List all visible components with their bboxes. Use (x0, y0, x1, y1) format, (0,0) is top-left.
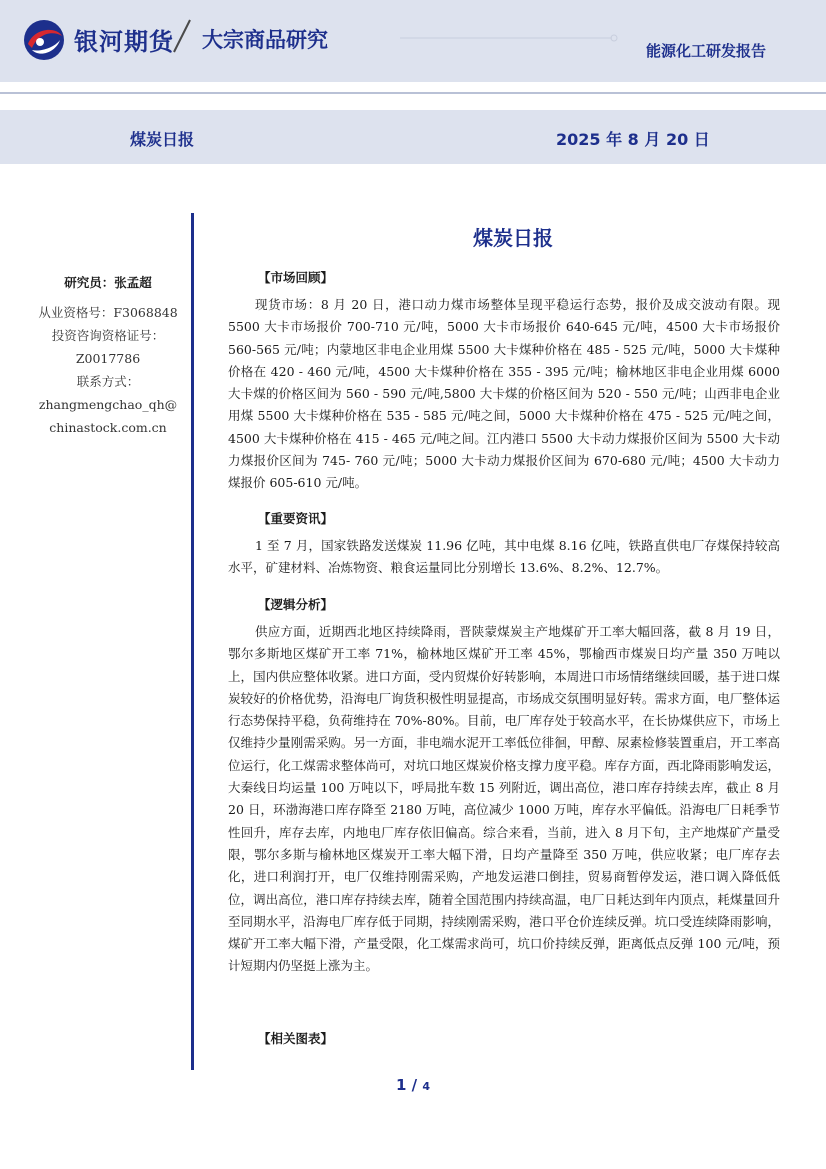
email-line-1[interactable]: zhangmengchao_qh@ (38, 397, 178, 412)
section-heading: 【市场回顾】 (258, 270, 334, 285)
report-title: 煤炭日报 (130, 130, 195, 149)
divider-slash-icon (170, 18, 194, 54)
advisory-number: Z0017786 (75, 351, 141, 366)
researcher-name: 研究员：张孟超 (64, 275, 152, 290)
section-heading: 【重要资讯】 (258, 511, 334, 526)
sidebar-divider (191, 213, 194, 1070)
total-pages: 4 (422, 1080, 431, 1093)
galaxy-logo-icon (22, 18, 66, 62)
section-heading: 【相关图表】 (258, 1031, 334, 1046)
author-sidebar (28, 272, 188, 440)
report-type: 能源化工研发报告 (646, 42, 767, 60)
page-number (0, 1076, 826, 1094)
section-logic-analysis (228, 595, 780, 978)
current-page: 1 (395, 1076, 407, 1094)
section-market-review (228, 268, 780, 495)
contact-label: 联系方式： (76, 374, 140, 389)
brand-name: 银河期货 (74, 28, 174, 56)
section-related-charts (228, 1029, 780, 1047)
section-text: 供应方面，近期西北地区持续降雨，晋陕蒙煤炭主产地煤矿开工率大幅回落，截 8 月 19 日，鄂尔多斯地区煤矿开工率 71%，榆林地区煤矿开工率 45%，鄂榆西市煤炭日均产量 350 万吨以上，国内供应整体收紧。进口方面，受内贸煤价好转影响，本周进口市场情绪继续回暖，基于进口煤炭较好的价格优势，沿海电厂询货积极性明显提高，市场成交氛围明显好转。需求方面，电厂整体运行态势保持平稳，负荷维持在 70%-80%。目前，电厂库存处于较高水平，在长协煤供应下，市场上仅维持少量刚需采购。另一方面，非电端水泥开工率低位徘徊，甲醇、尿素检修装置重启，开工率高位运行，化工煤需求整体尚可，对坑口地区煤炭价格支撑力度平稳。库存方面，西北降雨影响发运，大秦线日均运量 100 万吨以下，呼局批车数 15 列附近，调出高位，港口库存持续去库，截止 8 月 20 日，环渤海港口库存降至 2180 万吨，高位减少 1000 万吨，库存水平偏低。沿海电厂日耗季节性回升，库存去库，内地电厂库存依旧偏高。综合来看，当前，进入 8 月下旬，主产地煤矿产量受限，鄂尔多斯与榆林地区煤炭开工率大幅下滑，日均产量降至 350 万吨，供应收紧；电厂库存去化，进口利润打开，电厂仅维持刚需采购，产地发运港口倒挂，贸易商暂停发运，港口调入降低低位，调出高位，港口库存持续去库，随着全国范围内持续高温，电厂日耗达到年内顶点，耗煤量回升至同期水平，沿海电厂库存低于同期，持续刚需采购，港口平仓价连续反弹。坑口受连续降雨影响，煤矿开工率大幅下滑，产量受限，化工煤需求尚可，坑口价持续反弹，距离低点反弹 100 元/吨，预计短期内仍坚挺上涨为主。 (228, 624, 780, 974)
decorative-line-icon (400, 34, 620, 42)
page-title: 煤炭日报 (473, 226, 553, 250)
report-date: 2025 年 8 月 20 日 (556, 130, 710, 149)
section-key-news (228, 509, 780, 580)
division-name: 大宗商品研究 (202, 28, 328, 52)
page-separator: / (411, 1076, 418, 1094)
header-rule (0, 92, 826, 94)
advisory-label: 投资咨询资格证号： (51, 328, 165, 343)
email-line-2[interactable]: chinastock.com.cn (49, 420, 167, 435)
section-heading: 【逻辑分析】 (258, 597, 334, 612)
section-text: 现货市场：8 月 20 日，港口动力煤市场整体呈现平稳运行态势，报价及成交波动有限。现 5500 大卡市场报价 700-710 元/吨，5000 大卡市场报价 640-645 元/吨，4500 大卡市场报价 560-565 元/吨；内蒙地区非电企业用煤 5500 大卡煤种价格在 485 - 525 元/吨，5000 大卡煤种价格在 420 - 460 元/吨，4500 大卡煤种价格在 355 - 395 元/吨；榆林地区非电企业用煤 6000 大卡煤的价格区间为 560 - 590 元/吨,5800 大卡煤的价格区间为 520 - 550 元/吨；山西非电企业用煤 5500 大卡煤种价格在 535 - 585 元/吨之间，5000 大卡煤种价格在 475 - 525 元/吨之间，4500 大卡煤种价格在 415 - 465 元/吨之间。江内港口 5500 大卡动力煤报价区间为 5500 大卡动力煤报价区间为 745- 760 元/吨；5000 大卡动力煤报价区间为 670-680 元/吨；4500 大卡动力煤报价 605-610 元/吨。 (228, 297, 780, 491)
header-gap (0, 82, 826, 92)
section-text: 1 至 7 月，国家铁路发送煤炭 11.96 亿吨，其中电煤 8.16 亿吨，铁路直供电厂存煤保持较高水平，矿建材料、冶炼物资、粮食运量同比分别增长 13.6%、8.2%、12.7%。 (228, 538, 780, 576)
license-number: 从业资格号：F3068848 (38, 305, 178, 320)
